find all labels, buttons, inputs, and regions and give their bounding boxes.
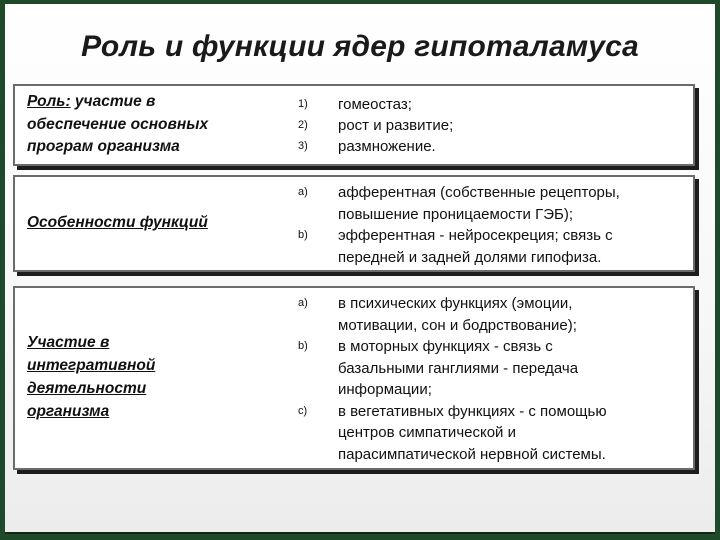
role-list [298,94,685,157]
list-item: a) в психических функциях (эмоции, мотивации, сон и бодрствование); [298,295,577,334]
role-label: Роль: участие в обеспечение основных програм организма [27,93,209,155]
features-box [13,175,695,272]
integrative-label: Участие в интегративной деятельности организма [27,334,156,420]
list-item: 3) размножение. [298,138,436,155]
list-item: c) в вегетативных функциях - с помощью центров симпатической и парасимпатической нервной системы. [298,402,607,463]
list-item: 2) рост и развитие; [298,117,454,134]
list-item: b) в моторных функциях - связь с базальными ганглиями - передача информации; [298,338,579,398]
slide [5,4,715,534]
role-heading: Роль: [27,93,71,110]
list-item: 1) гомеостаз; [298,96,412,113]
role-box [13,84,695,166]
list-item: b) эфферентная - нейросекреция; связь с передней и задней долями гипофиза. [298,227,613,266]
page-title: Роль и функции ядер гипоталамуса [81,30,639,63]
integrative-list [298,293,685,465]
features-label: Особенности функций [27,214,208,231]
list-item: a) афферентная (собственные рецепторы, повышение проницаемости ГЭБ); [298,184,620,223]
integrative-box [13,286,695,470]
features-list [298,182,685,268]
